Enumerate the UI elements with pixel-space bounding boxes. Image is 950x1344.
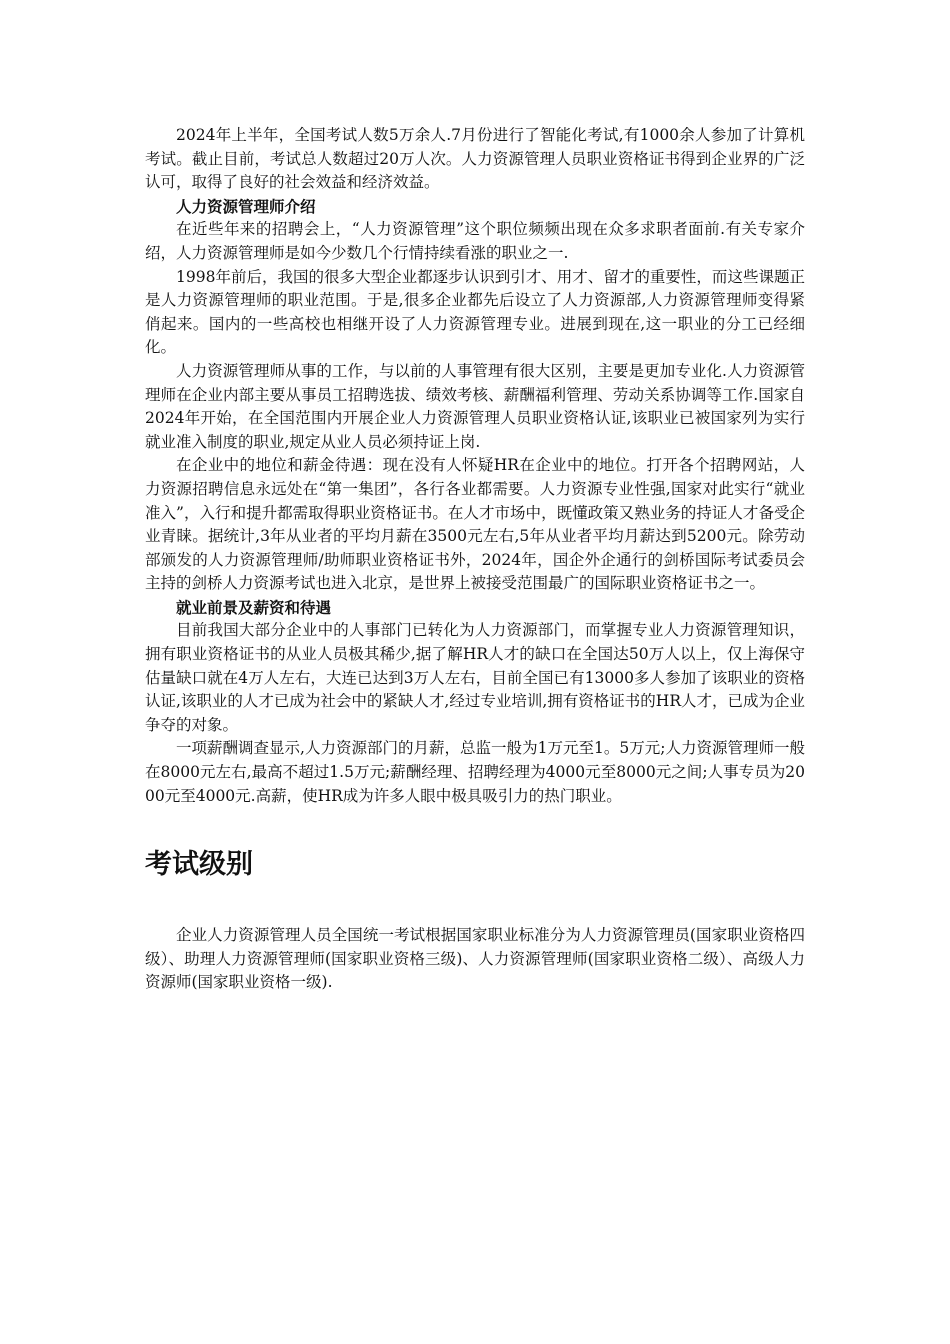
section-title-exam-levels: 考试级别 [145, 849, 253, 881]
paragraph-history-1998: 1998年前后，我国的很多大型企业都逐步认识到引才、用才、留才的重要性，而这些课题正是人力资源管理师的职业范围。于是,很多企业都先后设立了人力资源部,人力资源管理师变得紧俏起来。国内的一些高校也相继开设了人力资源管理专业。进展到现在,这一职业的分工已经细化。 [145, 267, 805, 357]
paragraph-talent-shortage: 目前我国大部分企业中的人事部门已转化为人力资源部门，而掌握专业人力资源管理知识，拥有职业资格证书的从业人员极其稀少,据了解HR人才的缺口在全国达50万人以上，仅上海保守估量缺口就在4万人左右，大连已达到3万人左右，目前全国已有13000多人参加了该职业的资格认证,该职业的人才已成为社会中的紧缺人才,经过专业培训,拥有资格证书的HR人才，已成为企业争夺的对象。 [145, 621, 805, 734]
paragraph-job-fairs: 在近些年来的招聘会上，“人力资源管理”这个职位频频出现在众多求职者面前.有关专家介绍，人力资源管理师是如今少数几个行情持续看涨的职业之一. [145, 220, 805, 262]
heading-hr-manager-intro: 人力资源管理师介绍 [176, 196, 316, 216]
paragraph-exam-levels: 企业人力资源管理人员全国统一考试根据国家职业标准分为人力资源管理员(国家职业资格四级）、助理人力资源管理师(国家职业资格三级)、人力资源管理师(国家职业资格二级）、高级人力资源师(国家职业资格一级). [145, 926, 805, 992]
paragraph-status-and-salary: 在企业中的地位和薪金待遇：现在没有人怀疑HR在企业中的地位。打开各个招聘网站，人力资源招聘信息永远处在“第一集团”，各行各业都需要。人力资源专业性强,国家对此实行“就业准入”，入行和提升都需取得职业资格证书。在人才市场中，既懂政策又熟业务的持证人才备受企业青睐。据统计,3年从业者的平均月薪在3500元左右,5年从业者平均月薪达到5200元。除劳动部颁发的人力资源管理师/助师职业资格证书外，2024年，国企外企通行的剑桥国际考试委员会主持的剑桥人力资源考试也进入北京，是世界上被接受范围最广的国际职业资格证书之一。 [145, 456, 805, 593]
paragraph-exam-statistics: 2024年上半年，全国考试人数5万余人.7月份进行了智能化考试,有1000余人参加了计算机考试。截止目前，考试总人数超过20万人次。人力资源管理人员职业资格证书得到企业界的广泛认可，取得了良好的社会效益和经济效益。 [145, 126, 805, 192]
paragraph-salary-survey: 一项薪酬调查显示,人力资源部门的月薪，总监一般为1万元至1。5万元;人力资源管理师一般在8000元左右,最高不超过1.5万元;薪酬经理、招聘经理为4000元至8000元之间;人事专员为2000元至4000元.高薪，使HR成为许多人眼中极具吸引力的热门职业。 [145, 739, 805, 805]
document-body [145, 124, 805, 995]
section-body-exam-levels [145, 924, 805, 995]
heading-employment-prospects: 就业前景及薪资和待遇 [176, 597, 332, 617]
paragraph-work-scope: 人力资源管理师从事的工作，与以前的人事管理有很大区别，主要是更加专业化.人力资源管理师在企业内部主要从事员工招聘选拔、绩效考核、薪酬福利管理、劳动关系协调等工作.国家自2024年开始，在全国范围内开展企业人力资源管理人员职业资格认证,该职业已被国家列为实行就业准入制度的职业,规定从业人员必须持证上岗. [145, 361, 805, 451]
